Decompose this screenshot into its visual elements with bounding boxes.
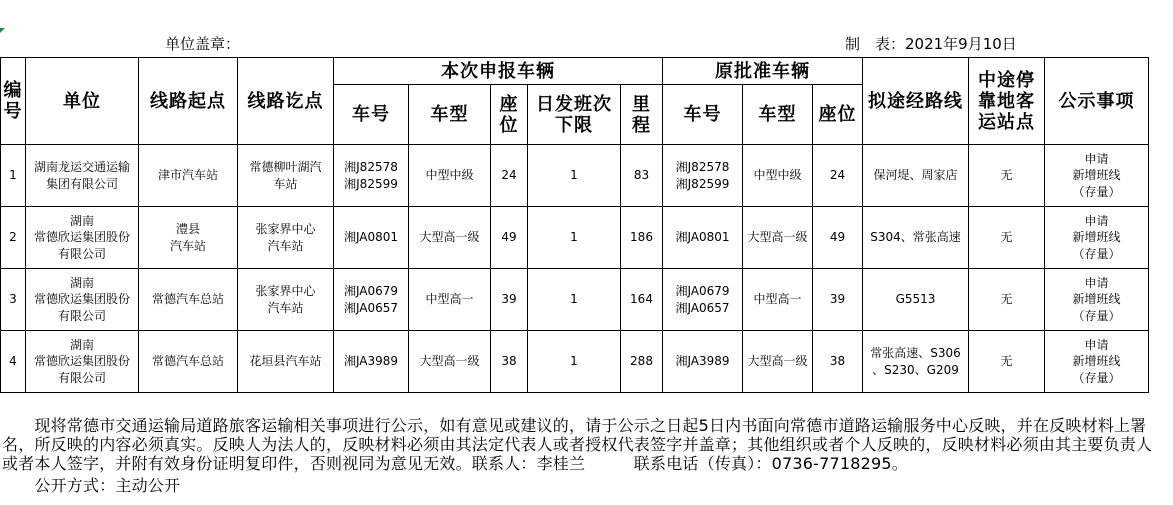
- cell-mileage: 83: [621, 145, 663, 207]
- cell-seats: 39: [491, 269, 528, 331]
- header-current-vehicles: 本次申报车辆: [334, 58, 663, 85]
- cell-model: 大型高一级: [409, 331, 491, 393]
- cell-daily-trips: 1: [528, 207, 621, 269]
- cell-orig-model: 大型高一级: [743, 207, 813, 269]
- header-row-group: [1, 58, 1149, 85]
- cell-orig-seats: 49: [813, 207, 863, 269]
- cell-seats: 24: [491, 145, 528, 207]
- header-notice-item: 公示事项: [1045, 58, 1149, 145]
- cell-via-route: S304、常张高速: [863, 207, 969, 269]
- cell-route-start: 津市汽车站: [139, 145, 238, 207]
- cell-orig-seats: 38: [813, 331, 863, 393]
- cell-model: 中型中级: [409, 145, 491, 207]
- cell-model: 中型高一: [409, 269, 491, 331]
- cell-unit: 湖南 常德欣运集团股份 有限公司: [26, 331, 139, 393]
- cell-error-indicator-icon: [0, 28, 5, 33]
- cell-plate: 湘JA0679 湘JA0657: [334, 269, 409, 331]
- cell-stops: 无: [969, 331, 1045, 393]
- cell-route-end: 花垣县汽车站: [238, 331, 334, 393]
- cell-orig-plate: 湘JA0679 湘JA0657: [663, 269, 743, 331]
- header-current-seats: 座 位: [491, 85, 528, 145]
- cell-via-route: 常张高速、S306 、S230、G209: [863, 331, 969, 393]
- cell-mileage: 186: [621, 207, 663, 269]
- cell-no: 2: [1, 207, 26, 269]
- cell-orig-seats: 39: [813, 269, 863, 331]
- header-approved-plate: 车号: [663, 85, 743, 145]
- cell-notice-item: 申请 新增班线 （存量）: [1045, 269, 1149, 331]
- cell-mileage: 288: [621, 331, 663, 393]
- notice-paragraph-line-1: 现将常德市交通运输局道路旅客运输相关事项进行公示，如有意见或建议的，请于公示之日起5日内书面向常德市道路运输服务中心反映，并在反映材料上署: [2, 416, 1147, 435]
- cell-orig-model: 中型高一: [743, 269, 813, 331]
- cell-stops: 无: [969, 145, 1045, 207]
- cell-daily-trips: 1: [528, 331, 621, 393]
- cell-plate: 湘JA0801: [334, 207, 409, 269]
- cell-mileage: 164: [621, 269, 663, 331]
- header-stops: 中途停 靠地客 运站点: [969, 58, 1045, 145]
- cell-no: 1: [1, 145, 26, 207]
- cell-route-end: 张家界中心 汽车站: [238, 207, 334, 269]
- cell-route-end: 张家界中心 汽车站: [238, 269, 334, 331]
- cell-no: 4: [1, 331, 26, 393]
- cell-orig-plate: 湘JA3989: [663, 331, 743, 393]
- cell-unit: 湖南龙运交通运输 集团有限公司: [26, 145, 139, 207]
- cell-notice-item: 申请 新增班线 （存量）: [1045, 331, 1149, 393]
- cell-orig-plate: 湘JA0801: [663, 207, 743, 269]
- cell-seats: 49: [491, 207, 528, 269]
- notice-paragraph-line-2: 名，所反映的内容必须真实。反映人为法人的，反映材料必须由其法定代表人或者授权代表签字并盖章；其他组织或者个人反映的，反映材料必须由其主要负责人: [2, 435, 1153, 454]
- header-approved-model: 车型: [743, 85, 813, 145]
- cell-model: 大型高一级: [409, 207, 491, 269]
- table-row: [1, 269, 1149, 331]
- cell-route-start: 常德汽车总站: [139, 331, 238, 393]
- cell-notice-item: 申请 新增班线 （存量）: [1045, 207, 1149, 269]
- notice-paragraph-line-3: 或者本人签字，并附有效身份证明复印件，否则视同为意见无效。联系人：李桂兰 联系电话（传真）：0736-7718295。: [2, 454, 908, 473]
- table-row: [1, 207, 1149, 269]
- cell-stops: 无: [969, 269, 1045, 331]
- cell-no: 3: [1, 269, 26, 331]
- unit-stamp-label: 单位盖章：: [165, 35, 241, 53]
- route-notice-table: [0, 57, 1149, 393]
- header-daily-trips: 日发班次 下限: [528, 85, 621, 145]
- header-current-model: 车型: [409, 85, 491, 145]
- cell-route-start: 常德汽车总站: [139, 269, 238, 331]
- cell-route-start: 澧县 汽车站: [139, 207, 238, 269]
- cell-daily-trips: 1: [528, 145, 621, 207]
- header-mileage: 里 程: [621, 85, 663, 145]
- cell-unit: 湖南 常德欣运集团股份 有限公司: [26, 207, 139, 269]
- header-approved-vehicles: 原批准车辆: [663, 58, 863, 85]
- cell-unit: 湖南 常德欣运集团股份 有限公司: [26, 269, 139, 331]
- cell-daily-trips: 1: [528, 269, 621, 331]
- header-approved-seats: 座位: [813, 85, 863, 145]
- disclosure-method: 公开方式：主动公开: [2, 476, 181, 495]
- cell-orig-plate: 湘J82578 湘J82599: [663, 145, 743, 207]
- cell-orig-model: 大型高一级: [743, 331, 813, 393]
- cell-stops: 无: [969, 207, 1045, 269]
- table-row: [1, 145, 1149, 207]
- header-no: 编 号: [1, 58, 26, 145]
- header-via-route: 拟途经路线: [863, 58, 969, 145]
- header-route-end: 线路讫点: [238, 58, 334, 145]
- cell-seats: 38: [491, 331, 528, 393]
- prepared-date-label: 制 表：2021年9月10日: [845, 35, 1017, 53]
- cell-plate: 湘J82578 湘J82599: [334, 145, 409, 207]
- header-unit: 单位: [26, 58, 139, 145]
- cell-via-route: G5513: [863, 269, 969, 331]
- cell-route-end: 常德柳叶湖汽 车站: [238, 145, 334, 207]
- header-current-plate: 车号: [334, 85, 409, 145]
- cell-orig-seats: 24: [813, 145, 863, 207]
- cell-plate: 湘JA3989: [334, 331, 409, 393]
- header-route-start: 线路起点: [139, 58, 238, 145]
- cell-via-route: 保河堤、周家店: [863, 145, 969, 207]
- cell-notice-item: 申请 新增班线 （存量）: [1045, 145, 1149, 207]
- cell-orig-model: 中型中级: [743, 145, 813, 207]
- table-row: [1, 331, 1149, 393]
- table-body: [1, 145, 1149, 393]
